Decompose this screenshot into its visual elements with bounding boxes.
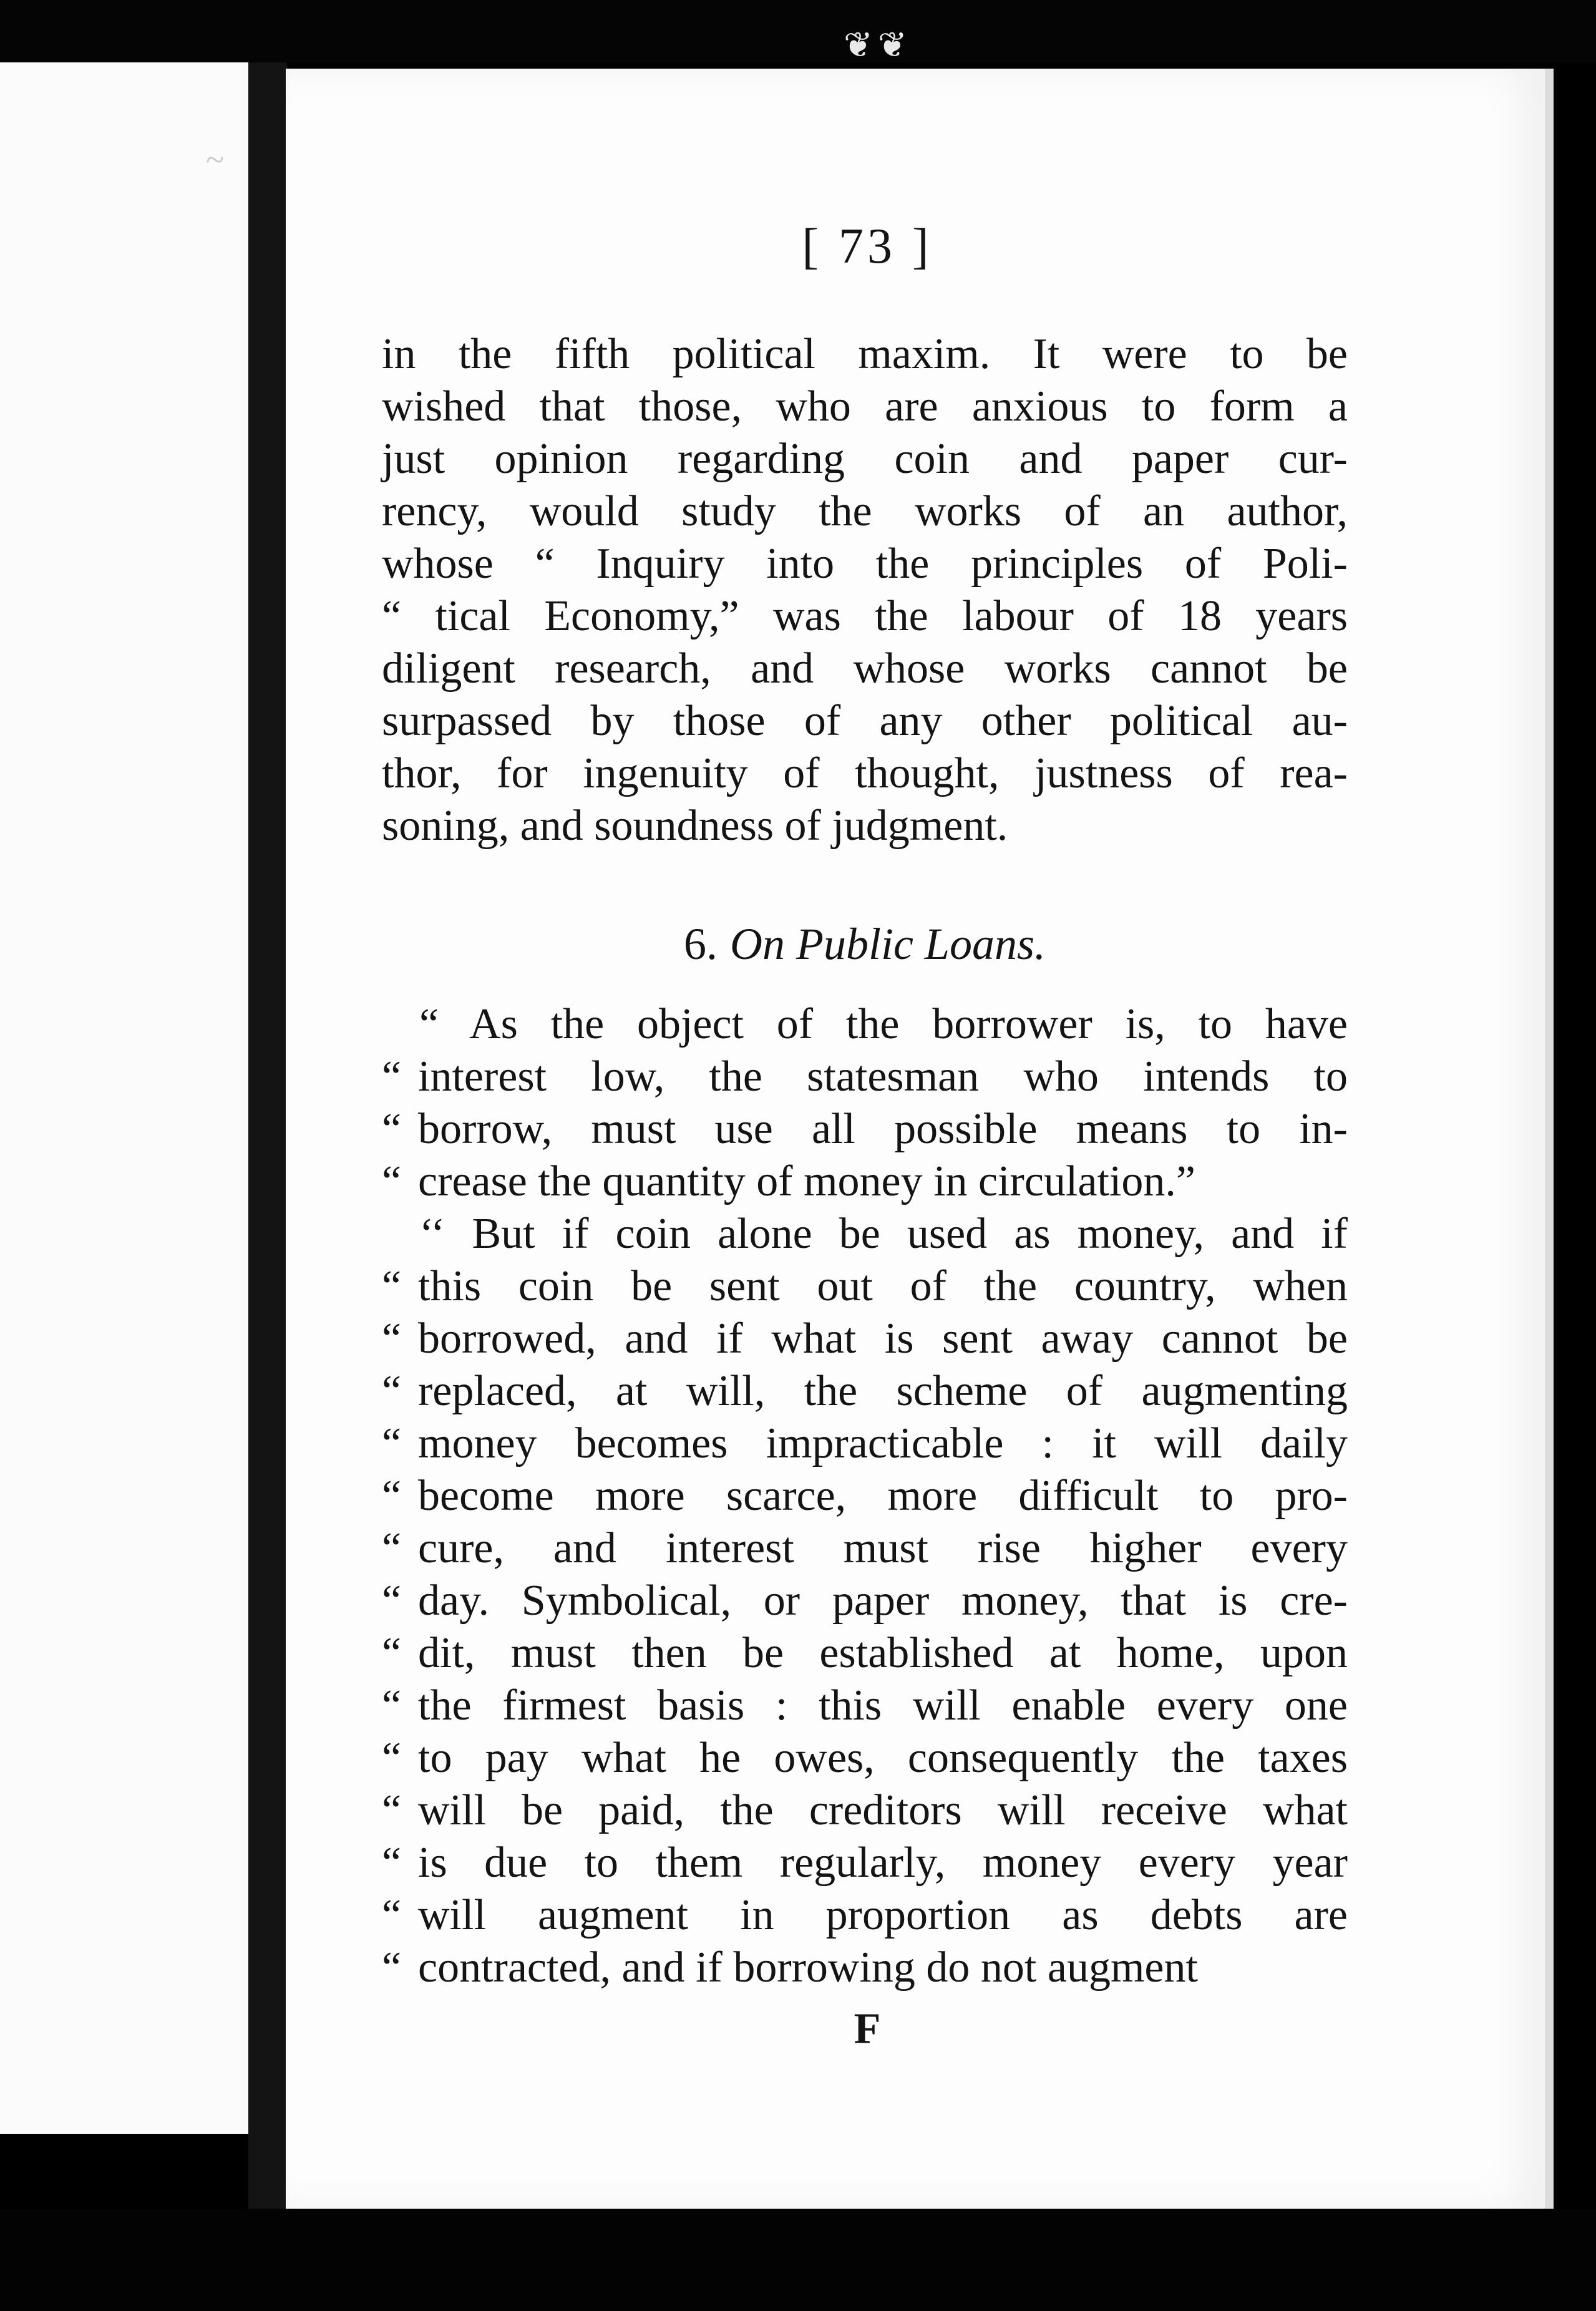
quote-mark: “ <box>382 1105 402 1153</box>
quoted-line <box>382 1418 1348 1470</box>
quote-mark: “ <box>382 1944 402 1992</box>
text-line: crease the quantity of money in circulation.” <box>418 1157 1195 1205</box>
section-number: 6. <box>683 919 718 969</box>
paragraph-fifth-maxim <box>382 328 1348 852</box>
quote-mark: “ <box>382 1629 402 1677</box>
scan-frame-bottom <box>0 2209 1596 2311</box>
text-line: the firmest basis : this will enable every one <box>418 1681 1348 1730</box>
quote-mark: “ <box>382 1053 402 1101</box>
text-line: in the fifth political maxim. It were to be <box>382 330 1348 378</box>
text-line: become more scarce, more difficult to pro- <box>418 1472 1348 1520</box>
left-facing-page <box>0 62 248 2134</box>
quote-mark: “ <box>382 1157 402 1205</box>
quoted-line <box>382 1470 1348 1522</box>
quote-mark: “ <box>382 1891 402 1939</box>
quote-mark: “ <box>382 1262 402 1310</box>
text-line: interest low, the statesman who intends to <box>418 1053 1348 1101</box>
text-line: money becomes impracticable : it will daily <box>418 1419 1348 1467</box>
quoted-line <box>382 1680 1348 1732</box>
page-edge <box>1545 69 1554 2209</box>
quote-mark: “ <box>382 1839 402 1887</box>
text-line: “ As the object of the borrower is, to have <box>419 1000 1348 1048</box>
text-line: soning, and soundness of judgment. <box>382 802 1008 850</box>
section-heading <box>382 916 1348 972</box>
quote-mark: “ <box>382 1367 402 1415</box>
quote-mark: “ <box>382 1786 402 1834</box>
quote-mark: “ <box>382 1419 402 1467</box>
quote-mark: “ <box>382 1577 402 1625</box>
quoted-line <box>382 1784 1348 1837</box>
text-line: dit, must then be established at home, upon <box>418 1629 1348 1677</box>
text-line: borrow, must use all possible means to in- <box>418 1105 1348 1153</box>
quoted-line <box>382 1627 1348 1680</box>
quote-mark: “ <box>382 1472 402 1520</box>
quotation-coin <box>382 1208 1348 1994</box>
text-line: cure, and interest must rise higher every <box>418 1524 1348 1572</box>
text-line: thor, for ingenuity of thought, justness of rea- <box>382 749 1348 797</box>
quoted-line <box>382 1365 1348 1418</box>
text-line: replaced, at will, the scheme of augmenting <box>418 1367 1348 1415</box>
text-line: whose “ Inquiry into the principles of Poli- <box>382 540 1348 588</box>
text-line: this coin be sent out of the country, when <box>418 1262 1348 1310</box>
quotation-borrower <box>382 998 1348 1208</box>
text-line: will augment in proportion as debts are <box>418 1891 1348 1939</box>
quoted-line <box>382 1732 1348 1784</box>
text-line: ‘‘ But if coin alone be used as money, and if <box>419 1210 1348 1258</box>
text-line: to pay what he owes, consequently the taxes <box>418 1734 1348 1782</box>
scan-frame-top <box>0 0 1596 62</box>
quoted-line <box>382 1942 1348 1994</box>
quoted-line <box>382 1103 1348 1156</box>
book-gutter <box>248 62 287 2209</box>
quoted-line <box>382 1260 1348 1313</box>
text-line: day. Symbolical, or paper money, that is cre- <box>418 1577 1348 1625</box>
text-line: will be paid, the creditors will receive what <box>418 1786 1348 1834</box>
text-line: diligent research, and whose works cannot be <box>382 645 1348 693</box>
quote-mark: “ <box>382 1315 402 1363</box>
quote-mark: “ <box>382 1681 402 1730</box>
bleed-through-text: ~ <box>206 141 225 178</box>
signature-mark: F <box>854 2005 881 2053</box>
section-title: On Public Loans. <box>729 919 1046 969</box>
quoted-line <box>382 1837 1348 1889</box>
quoted-line <box>382 1313 1348 1365</box>
quote-mark: “ <box>382 1524 402 1572</box>
binding-marks: ❦❦ <box>844 26 912 65</box>
page-number: [ 73 ] <box>802 219 933 274</box>
quoted-line <box>382 1522 1348 1575</box>
quoted-line <box>382 1051 1348 1103</box>
quoted-line <box>382 1889 1348 1942</box>
text-line: wished that those, who are anxious to form a <box>382 382 1348 431</box>
text-line: borrowed, and if what is sent away cannot be <box>418 1315 1348 1363</box>
text-line: rency, would study the works of an author, <box>382 487 1348 535</box>
text-line: “ tical Economy,” was the labour of 18 years <box>382 592 1348 640</box>
quoted-line <box>382 1575 1348 1627</box>
text-line: contracted, and if borrowing do not augment <box>418 1944 1198 1992</box>
quoted-line <box>382 1156 1348 1208</box>
text-line: surpassed by those of any other political au- <box>382 697 1348 745</box>
quote-mark: “ <box>382 1734 402 1782</box>
text-line: is due to them regularly, money every year <box>418 1839 1348 1887</box>
text-line: just opinion regarding coin and paper cur- <box>382 435 1348 483</box>
